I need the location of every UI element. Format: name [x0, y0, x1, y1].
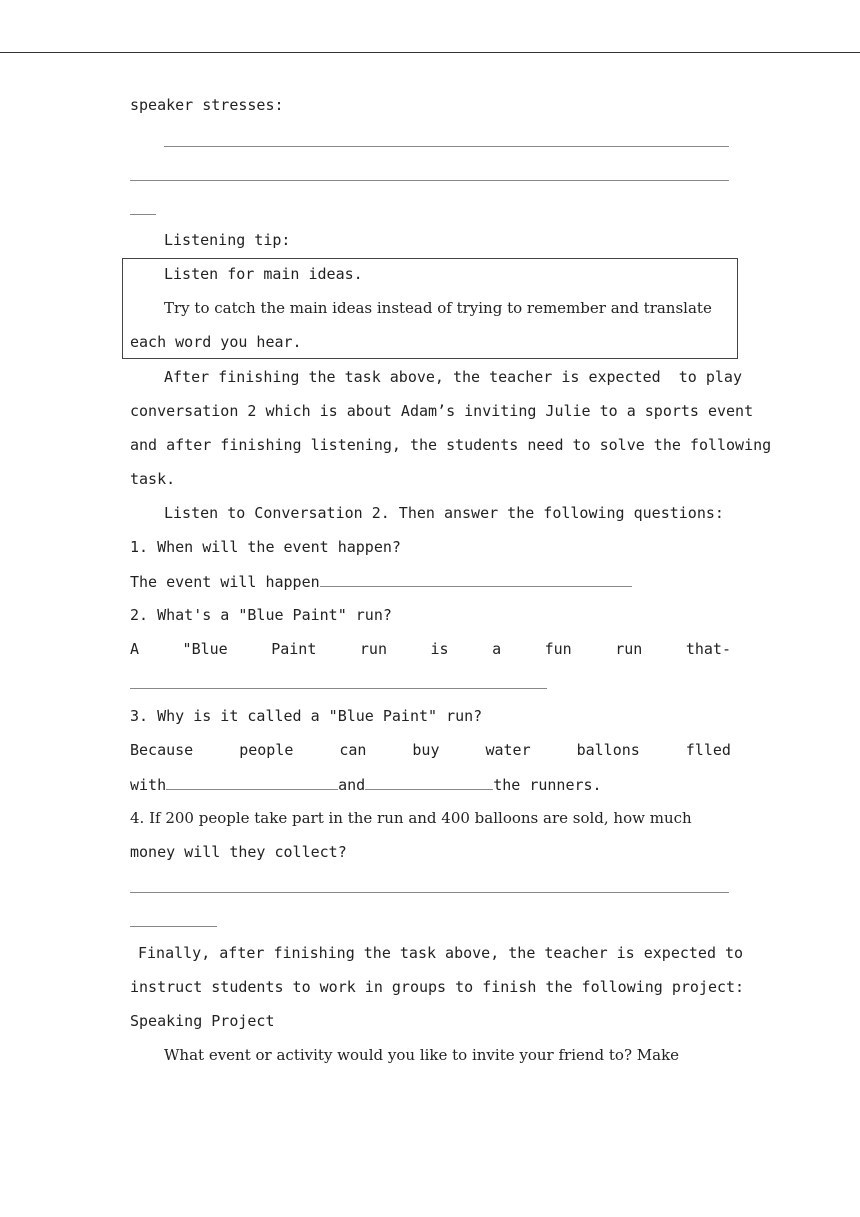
paragraph-line: conversation 2 which is about Adam’s inviting Julie to a sports event	[130, 402, 754, 420]
paragraph-line: After finishing the task above, the teacher is expected to play	[164, 368, 742, 386]
listening-tip-body-line: Try to catch the main ideas instead of trying to remember and translate	[164, 299, 712, 317]
answer-3-word: water	[485, 741, 531, 759]
answer-2-word: that-	[685, 640, 731, 658]
speaking-project-title: Speaking Project	[130, 1012, 275, 1030]
answer-3-word: ballons	[576, 741, 640, 759]
answer-3-line	[130, 740, 731, 760]
instruction-text: Listen to Conversation 2. Then answer the following questions:	[164, 504, 724, 522]
answer-2-blank[interactable]	[130, 688, 547, 689]
question-3: 3. Why is it called a "Blue Paint" run?	[130, 707, 483, 725]
answer-2-line	[130, 639, 731, 659]
answer-3-word: people	[239, 741, 294, 759]
listening-tip-heading: Listening tip:	[164, 231, 291, 249]
answer-2-word: is	[430, 640, 449, 658]
paragraph-line: instruct students to work in groups to finish the following project:	[130, 978, 745, 996]
answer-3-word: Because	[130, 741, 194, 759]
answer-2-word: run	[359, 640, 387, 658]
question-2: 2. What's a "Blue Paint" run?	[130, 606, 392, 624]
paragraph-line: Finally, after finishing the task above, the teacher is expected to	[138, 944, 744, 962]
answer-1-prefix: The event will happen	[130, 573, 320, 591]
answer-3-and: and	[338, 776, 366, 794]
answer-2-word: a	[492, 640, 502, 658]
answer-blank-line[interactable]	[130, 214, 156, 215]
answer-2-word: Paint	[271, 640, 317, 658]
answer-2-word: run	[615, 640, 643, 658]
speaking-project-line: What event or activity would you like to invite your friend to? Make	[164, 1046, 680, 1064]
answer-3-end: the runners.	[493, 776, 602, 794]
listening-tip-body-line: each word you hear.	[130, 333, 302, 351]
question-4-line: money will they collect?	[130, 843, 347, 861]
answer-2-word: A	[130, 640, 140, 658]
question-1: 1. When will the event happen?	[130, 538, 401, 556]
answer-1-blank[interactable]	[320, 571, 632, 587]
question-4-line: 4. If 200 people take part in the run and 400 balloons are sold, how much	[130, 809, 692, 827]
intro-tail-text: speaker stresses:	[130, 96, 284, 114]
answer-3-word: buy	[412, 741, 440, 759]
answer-4-blank[interactable]	[130, 926, 217, 927]
answer-3-blank-1[interactable]	[166, 774, 338, 790]
answer-4-blank[interactable]	[130, 892, 729, 893]
answer-3-blank-2[interactable]	[365, 774, 493, 790]
paragraph-line: and after finishing listening, the students need to solve the following	[130, 436, 772, 454]
answer-3-with: with	[130, 776, 167, 794]
answer-2-word: "Blue	[182, 640, 228, 658]
answer-blank-line[interactable]	[164, 146, 729, 147]
answer-3-line-2	[130, 774, 602, 795]
answer-2-word: fun	[544, 640, 572, 658]
answer-blank-line[interactable]	[130, 180, 729, 181]
answer-3-word: flled	[685, 741, 731, 759]
listening-tip-title: Listen for main ideas.	[164, 265, 363, 283]
answer-1	[130, 571, 632, 592]
paragraph-line: task.	[130, 470, 176, 488]
answer-3-word: can	[339, 741, 367, 759]
page-header-rule	[0, 52, 860, 53]
